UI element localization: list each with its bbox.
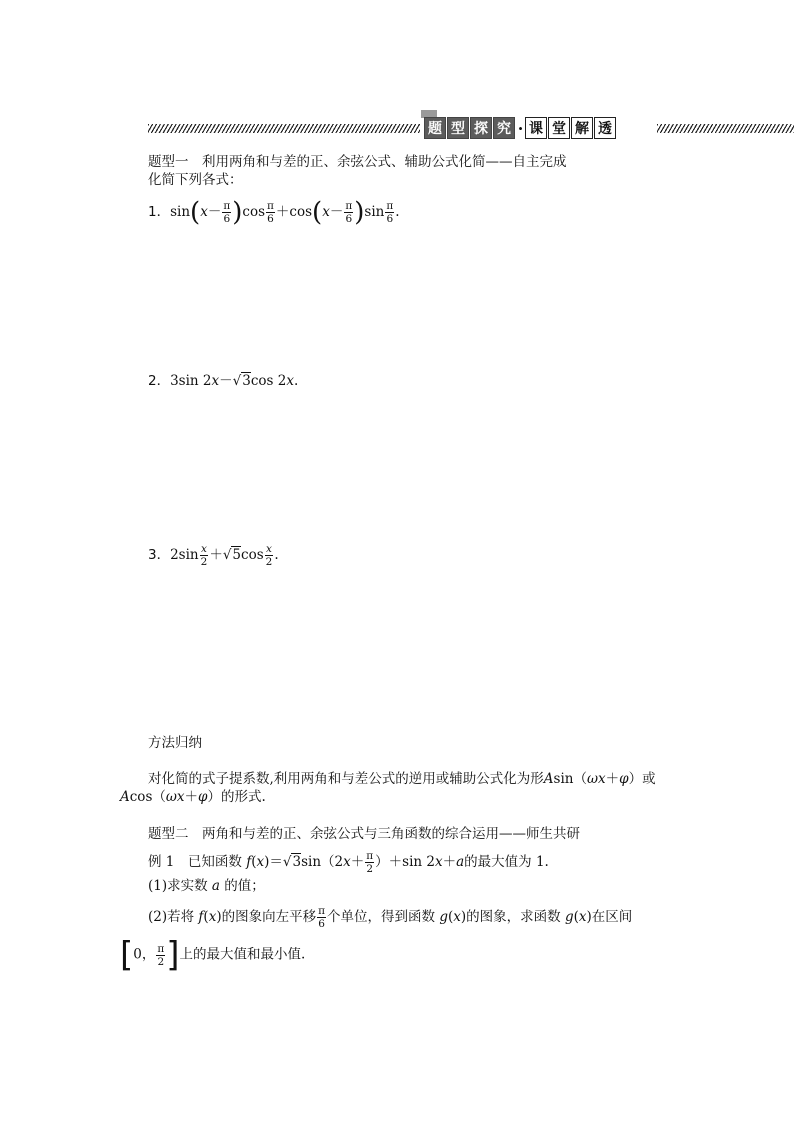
header-hatch-left — [148, 124, 420, 133]
header-char: 透 — [594, 117, 616, 139]
header-char: 堂 — [548, 117, 570, 139]
section1-intro: 化简下列各式： — [148, 172, 243, 188]
header-char: 解 — [571, 117, 593, 139]
header-title-box — [424, 117, 617, 139]
section2-title: 题型二 两角和与差的正、余弦公式与三角函数的综合运用——师生共研 — [148, 826, 580, 842]
header-hatch-right — [657, 124, 794, 133]
problem-2: 2．3sin 2x－√3cos 2x. — [148, 373, 299, 389]
header-char: 究 — [493, 117, 515, 139]
header-char: 题 — [424, 117, 446, 139]
header-char: 型 — [447, 117, 469, 139]
header-char: 课 — [525, 117, 547, 139]
problem-1: 1．sin(x－ $\frac{\pi}{6}$ )cos $\frac{\pi}{6}$ ＋cos(x－ $\frac{\pi}{6}$ )sin $\frac{\pi}{6}$ . — [148, 197, 400, 228]
method-line-2: Acos（ωx＋φ）的形式. — [120, 789, 266, 805]
question-2-line-2: [0， $\frac{\pi}{2}$ ]上的最大值和最小值. — [120, 935, 306, 975]
problem-3: 3．2sin $\frac{x}{2}$ ＋√5cos $\frac{x}{2}$ . — [148, 543, 279, 568]
section1-title: 题型一 利用两角和与差的正、余弦公式、辅助公式化简——自主完成 — [148, 154, 567, 170]
header-dot: · — [517, 118, 524, 138]
header-char: 探 — [470, 117, 492, 139]
example-1-statement: 例 1 已知函数 f(x)＝√3sin（2x＋ $\frac{\pi}{2}$ ）＋sin 2x＋a的最大值为 1. — [148, 850, 549, 875]
method-line-1: 对化简的式子提系数,利用两角和与差公式的逆用或辅助公式化为形Asin（ωx＋φ）或 — [148, 771, 656, 787]
question-2-line-1: (2)若将 f(x)的图象向左平移 $\frac{\pi}{6}$ 个单位，得到函数 g(x)的图象，求函数 g(x)在区间 — [148, 905, 633, 930]
method-title: 方法归纳 — [148, 735, 202, 751]
question-1: (1)求实数 a 的值； — [148, 878, 265, 894]
